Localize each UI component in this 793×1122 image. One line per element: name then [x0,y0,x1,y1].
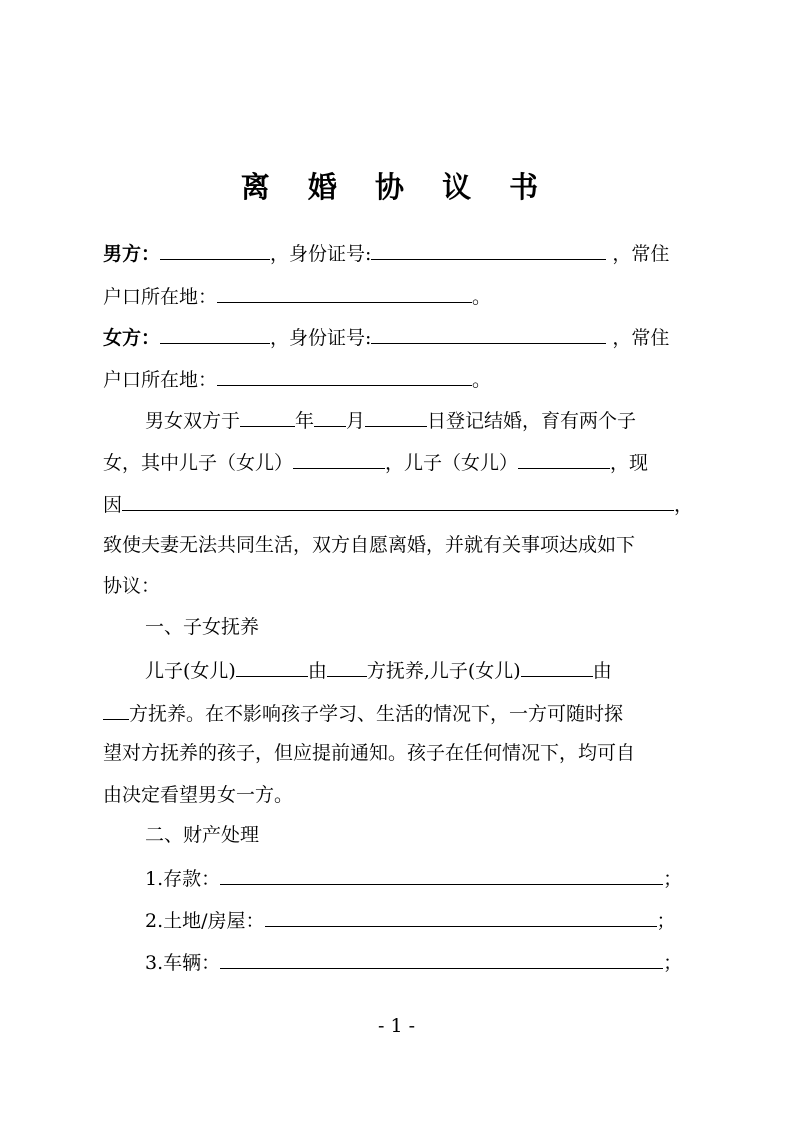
custody-line [103,654,735,686]
text: 方抚养,儿子(女儿) [366,660,521,682]
male-tail: ，常住 [612,243,670,265]
female-name-field[interactable] [160,321,270,344]
text: 因 [103,494,123,516]
day-field[interactable] [365,404,427,427]
female-id-label: ，身份证号: [270,327,372,349]
custody-child1-field[interactable] [236,654,308,677]
child1-field[interactable] [293,446,385,469]
text-line: 致使夫妻无法共同生活，双方自愿离婚，并就有关事项达成如下 [103,534,636,556]
item-label: 3.车辆： [145,952,221,974]
reason-line [103,488,693,520]
text: ，现 [610,452,649,474]
deposit-field[interactable] [220,862,663,885]
text-line: 望对方抚养的孩子，但应提前通知。孩子在任何情况下，均可自 [103,742,636,764]
section-heading-property: 二、财产处理 [145,824,260,846]
female-tail: ，常住 [612,327,670,349]
male-line [103,237,693,269]
text: 由 [307,660,327,682]
item-land [103,904,735,936]
land-field[interactable] [265,904,657,927]
female-id-field[interactable] [371,321,606,344]
page-title: 离 婚 协 议 书 [240,170,553,204]
male-address-label: 户口所在地： [103,286,218,308]
text: ； [656,910,676,932]
male-label: 男方： [103,243,161,265]
text: 女，其中儿子（女儿） [103,452,294,474]
female-label: 女方： [103,327,161,349]
year-field[interactable] [240,404,295,427]
children-line [103,446,693,478]
male-address-line [103,280,693,312]
text: 方抚养。在不影响孩子学习、生活的情况下，一方可随时探 [129,703,624,725]
item-label: 2.土地/房屋： [145,910,265,932]
text: ； [663,952,683,974]
period: 。 [472,286,492,308]
item-deposit [103,862,735,894]
text: ， [674,494,694,516]
text: 年 [295,410,315,432]
female-address-label: 户口所在地： [103,369,218,391]
custody-party1-field[interactable] [327,654,367,677]
marriage-line [103,404,735,436]
text-line: 由决定看望男女一方。 [103,784,294,806]
text: 月 [346,410,366,432]
reason-field[interactable] [122,488,674,511]
vehicle-field[interactable] [220,946,663,969]
male-id-field[interactable] [371,237,606,260]
text: 男女双方于 [145,410,241,432]
custody-child2-field[interactable] [521,654,593,677]
male-address-field[interactable] [217,280,472,303]
custody-line-2 [103,697,693,729]
item-label: 1.存款： [145,868,221,890]
male-id-label: ，身份证号: [270,243,372,265]
item-vehicle [103,946,735,978]
page-number: - 1 - [377,1015,415,1037]
text: ，儿子（女儿） [385,452,519,474]
female-line [103,321,693,353]
text: 由 [592,660,612,682]
month-field[interactable] [314,404,346,427]
period: 。 [472,369,492,391]
text-line: 协议： [103,575,161,597]
female-address-line [103,363,693,395]
female-address-field[interactable] [217,363,472,386]
text: 儿子(女儿) [145,660,236,682]
text: ； [663,868,683,890]
text: 日登记结婚，育有两个子 [427,410,637,432]
section-heading-children: 一、子女抚养 [145,616,260,638]
male-name-field[interactable] [160,237,270,260]
custody-party2-field[interactable] [103,697,129,720]
child2-field[interactable] [518,446,610,469]
